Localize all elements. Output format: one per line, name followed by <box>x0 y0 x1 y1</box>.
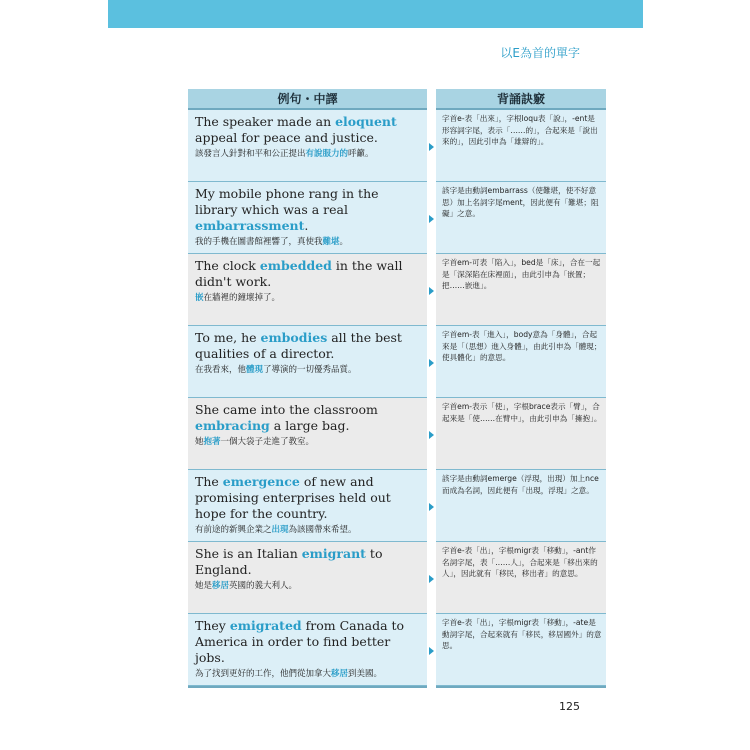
table-row <box>188 614 606 686</box>
translation: 在我看來，他體現了導演的一切優秀品質。 <box>195 365 357 375</box>
example-cell <box>188 182 427 254</box>
tip-cell <box>436 542 606 614</box>
tip-cell <box>436 182 606 254</box>
memory-tip: 該字是由動詞emerge（浮現，出現）加上nce而成為名詞，因此便有「出現，浮現」之意。 <box>442 474 599 495</box>
arrow-icon <box>429 287 434 295</box>
translation: 她是移居英國的義大利人。 <box>195 581 298 591</box>
table-row <box>188 470 606 542</box>
column-header-example: 例句・中譯 <box>188 89 427 110</box>
example-sentence: The emergence of new and promising enterprises held out hope for the country. 有前途的新興企業之出現為該國帶來希望。 <box>195 474 423 537</box>
memory-tip: 該字是由動詞embarrass（使難堪，使不好意思）加上名詞字尾ment，因此便有「難堪；阻礙」之意。 <box>442 186 599 219</box>
table-row <box>188 254 606 326</box>
example-cell <box>188 398 427 470</box>
keyword: emigrant <box>301 546 366 561</box>
translation: 嵌在牆裡的鐘壞掉了。 <box>195 293 281 303</box>
arrow-icon <box>429 143 434 151</box>
keyword: embarrassment <box>195 218 305 233</box>
example-sentence: She is an Italian emigrant to England. 她是移居英國的義大利人。 <box>195 546 423 593</box>
top-color-band <box>108 0 643 28</box>
memory-tip: 字首e-表「出來」，字根loqu表「說」，-ent是形容詞字尾，表示「……的」，合起來是「說出來的」，因此引申為「雄辯的」。 <box>442 114 598 147</box>
arrow-icon <box>429 431 434 439</box>
example-sentence: To me, he embodies all the best qualities of a director. 在我看來，他體現了導演的一切優秀品質。 <box>195 330 423 377</box>
tip-cell <box>436 110 606 182</box>
memory-tip: 字首e-表「出」，字根migr表「移動」，-ate是動詞字尾，合起來就有「移民，移居國外」的意思。 <box>442 618 602 651</box>
memory-tip: 字首em-表「進入」，body意為「身體」，合起來是「（思想）進入身體」，由此引申為「體現；使具體化」的意思。 <box>442 330 602 363</box>
example-cell <box>188 470 427 542</box>
column-header-tip: 背誦訣竅 <box>436 89 606 110</box>
tip-cell <box>436 398 606 470</box>
example-sentence: She came into the classroom embracing a large bag. 她抱著一個大袋子走進了教室。 <box>195 402 423 449</box>
running-head: 以E為首的單字 <box>500 46 580 60</box>
translation: 該發言人針對和平和公正提出有說服力的呼籲。 <box>195 149 374 159</box>
arrow-icon <box>429 647 434 655</box>
page-number: 125 <box>559 700 580 713</box>
table-row <box>188 182 606 254</box>
example-cell <box>188 326 427 398</box>
translation: 她抱著一個大袋子走進了教室。 <box>195 437 315 447</box>
example-cell <box>188 542 427 614</box>
table-row <box>188 326 606 398</box>
table-row <box>188 542 606 614</box>
translation: 有前途的新興企業之出現為該國帶來希望。 <box>195 525 357 535</box>
memory-tip: 字首em-表示「使」，字根brace表示「臂」，合起來是「使……在臂中」，由此引申為「擁抱」。 <box>442 402 602 423</box>
memory-tip: 字首em-可表「陷入」，bed是「床」，合在一起是「深深陷在床裡面」，由此引申為「嵌置；把……嵌進」。 <box>442 258 601 291</box>
example-sentence: The clock embedded in the wall didn't work. 嵌在牆裡的鐘壞掉了。 <box>195 258 423 305</box>
example-sentence: They emigrated from Canada to America in order to find better jobs. 為了找到更好的工作，他們從加拿大移居到美國。 <box>195 618 423 681</box>
memory-tip: 字首e-表「出」，字根migr表「移動」，-ant作名詞字尾，表「……人」，合起來是「移出來的人」，因此就有「移民，移出者」的意思。 <box>442 546 598 579</box>
keyword: embodies <box>260 330 328 345</box>
keyword: eloquent <box>335 114 397 129</box>
example-sentence: My mobile phone rang in the library which was a real embarrassment. 我的手機在圖書館裡響了，真使我難堪。 <box>195 186 423 249</box>
keyword: embedded <box>259 258 332 273</box>
table-row <box>188 398 606 470</box>
example-cell <box>188 614 427 686</box>
table-bottom-rule <box>188 686 427 688</box>
keyword: emergence <box>222 474 300 489</box>
arrow-icon <box>429 215 434 223</box>
translation: 為了找到更好的工作，他們從加拿大移居到美國。 <box>195 669 383 679</box>
arrow-icon <box>429 503 434 511</box>
example-cell <box>188 110 427 182</box>
example-sentence: The speaker made an eloquent appeal for peace and justice. 該發言人針對和平和公正提出有說服力的呼籲。 <box>195 114 423 161</box>
table-bottom-rule <box>436 686 606 688</box>
keyword: emigrated <box>229 618 302 633</box>
keyword: embracing <box>195 418 270 433</box>
translation: 我的手機在圖書館裡響了，真使我難堪。 <box>195 237 349 247</box>
arrow-icon <box>429 359 434 367</box>
tip-cell <box>436 470 606 542</box>
arrow-icon <box>429 575 434 583</box>
tip-cell <box>436 326 606 398</box>
example-cell <box>188 254 427 326</box>
table-row <box>188 110 606 182</box>
tip-cell <box>436 254 606 326</box>
tip-cell <box>436 614 606 686</box>
